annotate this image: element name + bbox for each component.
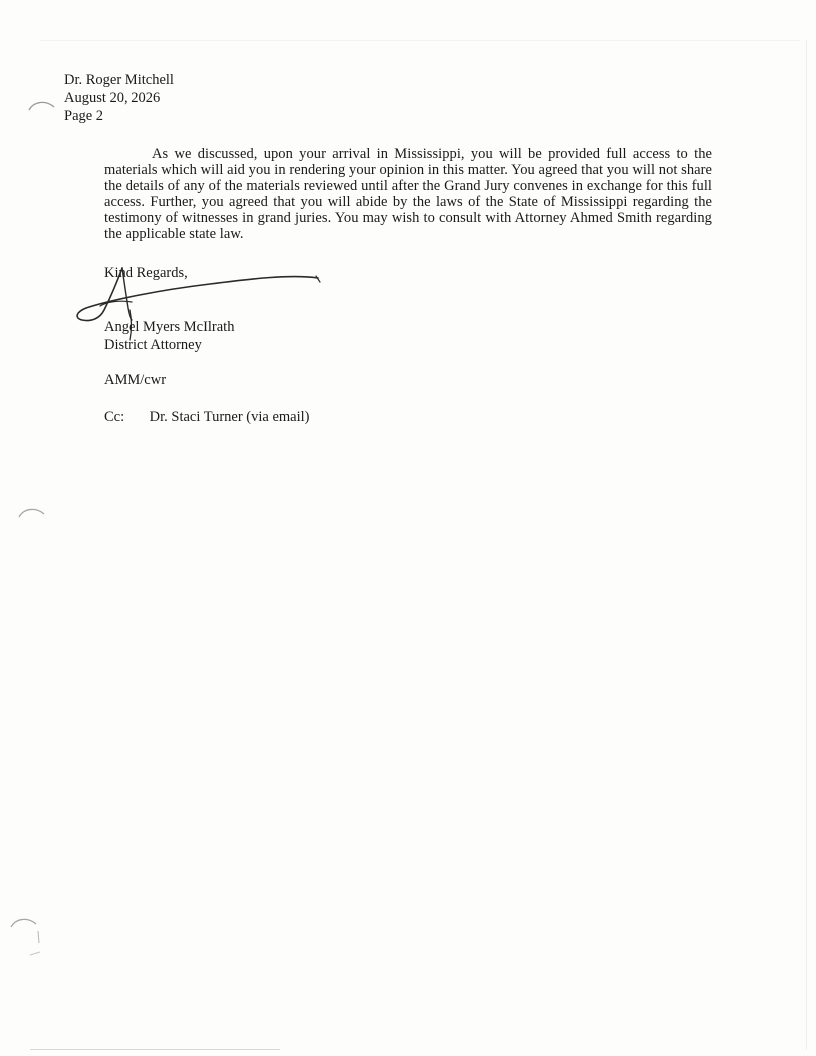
letter-date: August 20, 2026	[64, 90, 161, 106]
scan-edge-top	[40, 40, 800, 41]
body-paragraph: As we discussed, upon your arrival in Mississippi, you will be provided full access to the materials which will aid you in rendering your opinion in this matter. You agreed that you will not share the details of any of the materials reviewed until after the Grand Jury convenes in exchange for this full access. Further, you agreed that you will abide by the laws of the State of Mississippi regarding the testimony of witnesses in grand juries. You may wish to consult with Attorney Ahmed Smith regarding the applicable state law.	[104, 146, 712, 242]
letter-header	[64, 71, 174, 125]
page-number: Page 2	[64, 108, 104, 124]
signer-title: District Attorney	[104, 337, 202, 353]
scan-edge-bottom	[30, 1049, 280, 1050]
closing-salutation: Kind Regards,	[104, 265, 188, 281]
cc-line	[104, 408, 310, 426]
scan-edge-right	[806, 40, 807, 1050]
signer-name: Angel Myers McIlrath	[104, 319, 235, 335]
punch-hole-mark-middle	[16, 505, 52, 525]
cc-label: Cc:	[104, 409, 125, 425]
recipient-name: Dr. Roger Mitchell	[64, 72, 174, 88]
signature-block	[104, 318, 234, 354]
punch-hole-mark-bottom	[8, 915, 44, 961]
typist-initials: AMM/cwr	[104, 372, 167, 388]
cc-recipient: Dr. Staci Turner (via email)	[149, 409, 310, 425]
punch-hole-mark-top	[26, 98, 62, 118]
